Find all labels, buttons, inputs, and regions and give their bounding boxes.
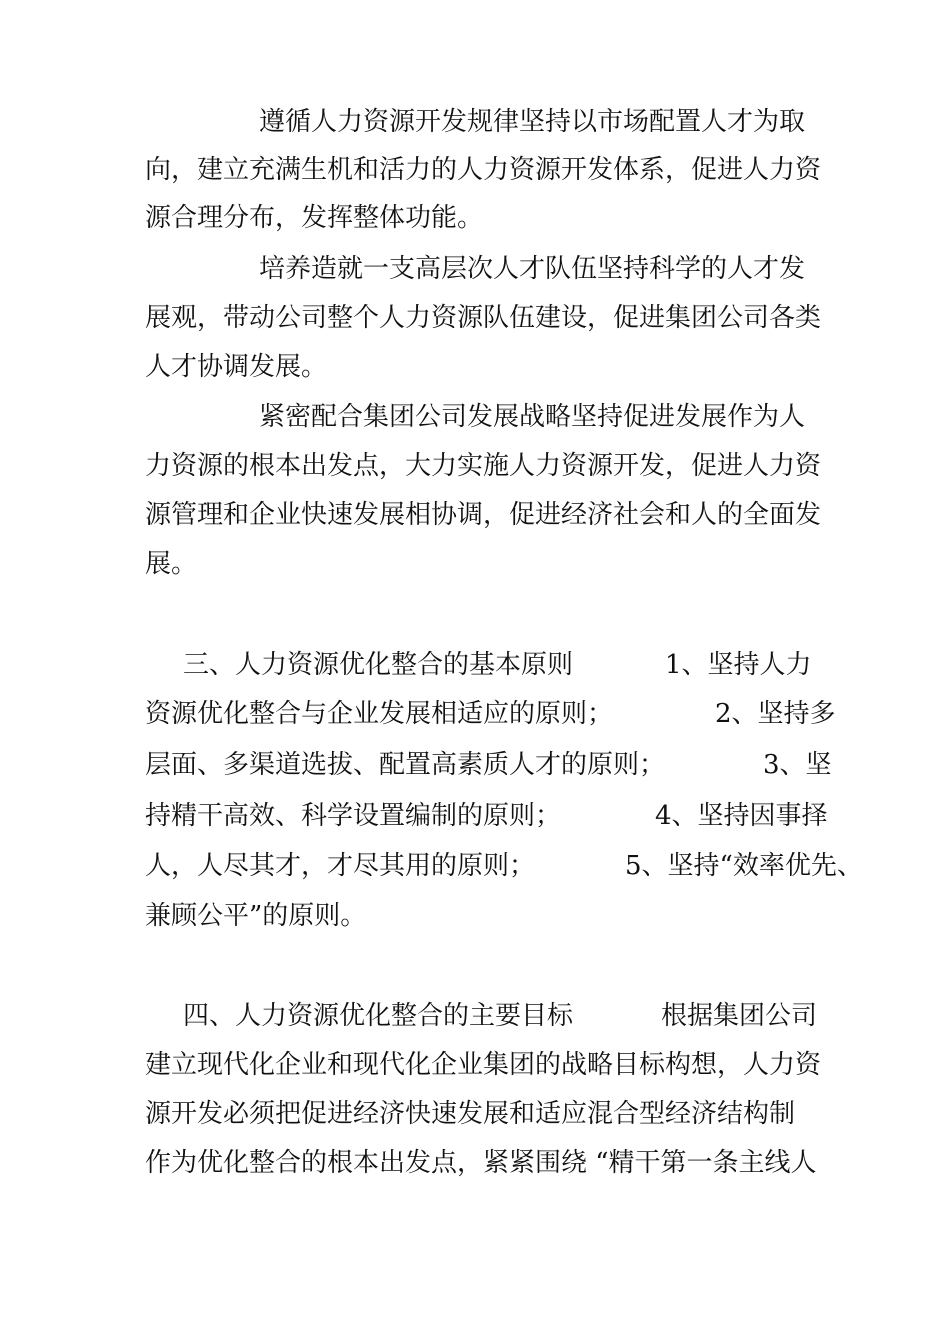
- paragraph-2-line-3: 人才协调发展。: [145, 352, 328, 382]
- section-4-line-4: 作为优化整合的根本出发点，紧紧围绕 “精干第一条主线人: [145, 1148, 817, 1178]
- section-3-line-1: 三、人力资源优化整合的基本原则 1、坚持人力: [183, 650, 812, 680]
- section-4-heading: 四、人力资源优化整合的主要目标: [183, 1001, 574, 1031]
- paragraph-3-line-1: 紧密配合集团公司发展战略坚持促进发展作为人: [259, 402, 806, 432]
- section-4-line-1: 四、人力资源优化整合的主要目标 根据集团公司: [183, 1001, 818, 1031]
- section-3-line-4: 持精干高效、科学设置编制的原则； 4、坚持因事择: [145, 801, 828, 831]
- paragraph-3-line-2: 力资源的根本出发点，大力实施人力资源开发，促进人力资: [145, 451, 822, 481]
- section-4-line-2: 建立现代化企业和现代化企业集团的战略目标构想，人力资: [145, 1050, 822, 1080]
- paragraph-3-line-3: 源管理和企业快速发展相协调，促进经济社会和人的全面发: [145, 500, 822, 530]
- paragraph-1-line-1: 遵循人力资源开发规律坚持以市场配置人才为取: [259, 107, 806, 137]
- paragraph-1-line-2: 向，建立充满生机和活力的人力资源开发体系，促进人力资: [145, 155, 822, 185]
- section-3-line-6: 兼顾公平”的原则。: [145, 901, 367, 931]
- paragraph-1-line-3: 源合理分布，发挥整体功能。: [145, 203, 484, 233]
- paragraph-2-line-1: 培养造就一支高层次人才队伍坚持科学的人才发: [259, 254, 806, 284]
- section-3-line-3: 层面、多渠道选拔、配置高素质人才的原则； 3、坚: [145, 750, 832, 780]
- section-3-line-2: 资源优化整合与企业发展相适应的原则； 2、坚持多: [145, 699, 836, 729]
- section-4-line-3: 源开发必须把促进经济快速发展和适应混合型经济结构制: [145, 1099, 796, 1129]
- section-3-heading: 三、人力资源优化整合的基本原则: [183, 650, 574, 680]
- paragraph-3-line-4: 展。: [145, 549, 198, 579]
- paragraph-2-line-2: 展观，带动公司整个人力资源队伍建设，促进集团公司各类: [145, 303, 822, 333]
- section-3-line-5: 人，人尽其才，才尽其用的原则； 5、坚持“效率优先、: [145, 851, 863, 881]
